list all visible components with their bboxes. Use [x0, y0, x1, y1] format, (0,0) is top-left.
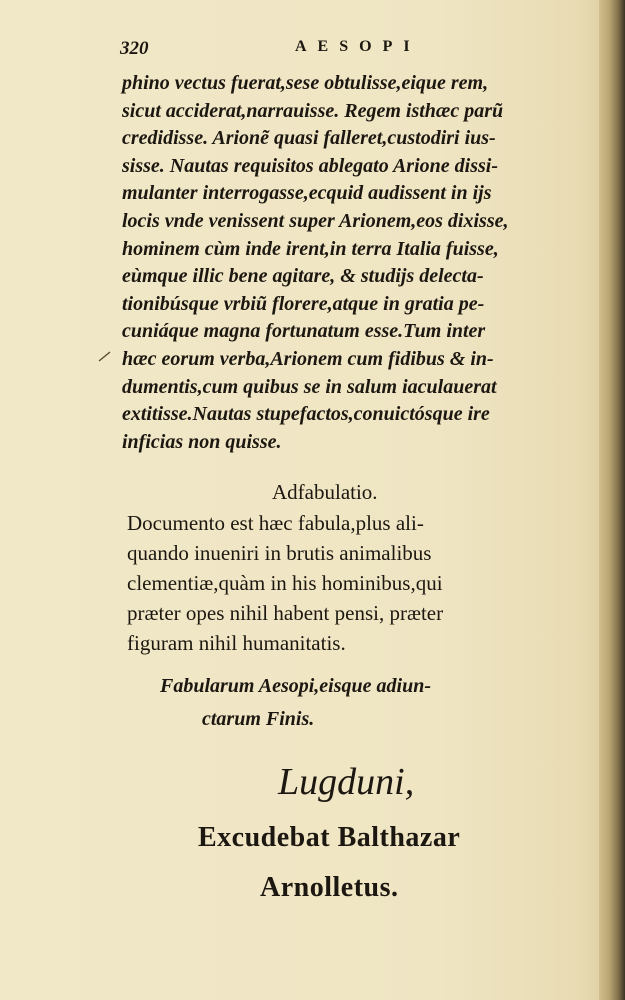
finis-line: Fabularum Aesopi,eisque adiun-: [160, 675, 431, 697]
fable-line: eùmque illic bene agitare, & studijs delecta-: [122, 265, 484, 288]
fable-line: mulanter interrogasse,ecquid audissent in ijs: [122, 182, 492, 205]
fable-line: extitisse.Nautas stupefactos,conuictósque ire: [122, 403, 490, 426]
fable-line: locis vnde venissent super Arionem,eos dixisse,: [122, 209, 509, 232]
fable-line: phino vectus fuerat,sese obtulisse,eique rem,: [122, 72, 489, 94]
fable-line: tionibúsque vrbiũ florere,atque in gratia pe-: [122, 292, 485, 315]
imprint-printer-name: Arnolletus.: [260, 872, 399, 903]
finis-note: [160, 670, 580, 736]
fable-line: sisse. Nautas requisitos ablegato Arione dissi-: [122, 154, 498, 177]
fable-line: hæc eorum verba,Arionem cum fidibus & in-: [122, 347, 494, 370]
moral-line: Documento est hæc fabula,plus ali-: [127, 511, 424, 535]
page-gutter-shadow: [599, 0, 625, 1000]
fable-line: inficias non quisse.: [122, 430, 282, 453]
fable-line: credidisse. Arionẽ quasi falleret,custodiri ius-: [122, 127, 496, 150]
imprint-place: Lugduni,: [278, 761, 415, 803]
running-head: [120, 38, 540, 62]
handwritten-margin-mark: [98, 343, 112, 369]
moral-line: præter opes nihil habent pensi, præter: [127, 601, 444, 625]
fable-line: dumentis,cum quibus se in salum iaculauerat: [122, 375, 497, 398]
running-title: AESOPI: [295, 38, 421, 55]
imprint-printer-line: Excudebat Balthazar: [198, 822, 461, 853]
page-number: 320: [120, 38, 149, 59]
moral-heading: Adfabulatio.: [272, 480, 378, 504]
fable-line: hominem cùm inde irent,in terra Italia fuisse,: [122, 237, 499, 260]
pen-stroke-icon: [98, 349, 112, 363]
moral-text: [127, 508, 577, 658]
fable-line: sicut acciderat,narrauisse. Regem isthæc parũ: [122, 99, 504, 122]
moral-line: clementiæ,quàm in his hominibus,qui: [127, 571, 443, 595]
fable-line: cuniáque magna fortunatum esse.Tum inter: [122, 320, 486, 343]
finis-line: ctarum Finis.: [202, 708, 315, 730]
moral-line: quando inueniri in brutis animalibus: [127, 541, 432, 565]
fable-text: [122, 70, 574, 456]
moral-line: figuram nihil humanitatis.: [127, 631, 346, 655]
